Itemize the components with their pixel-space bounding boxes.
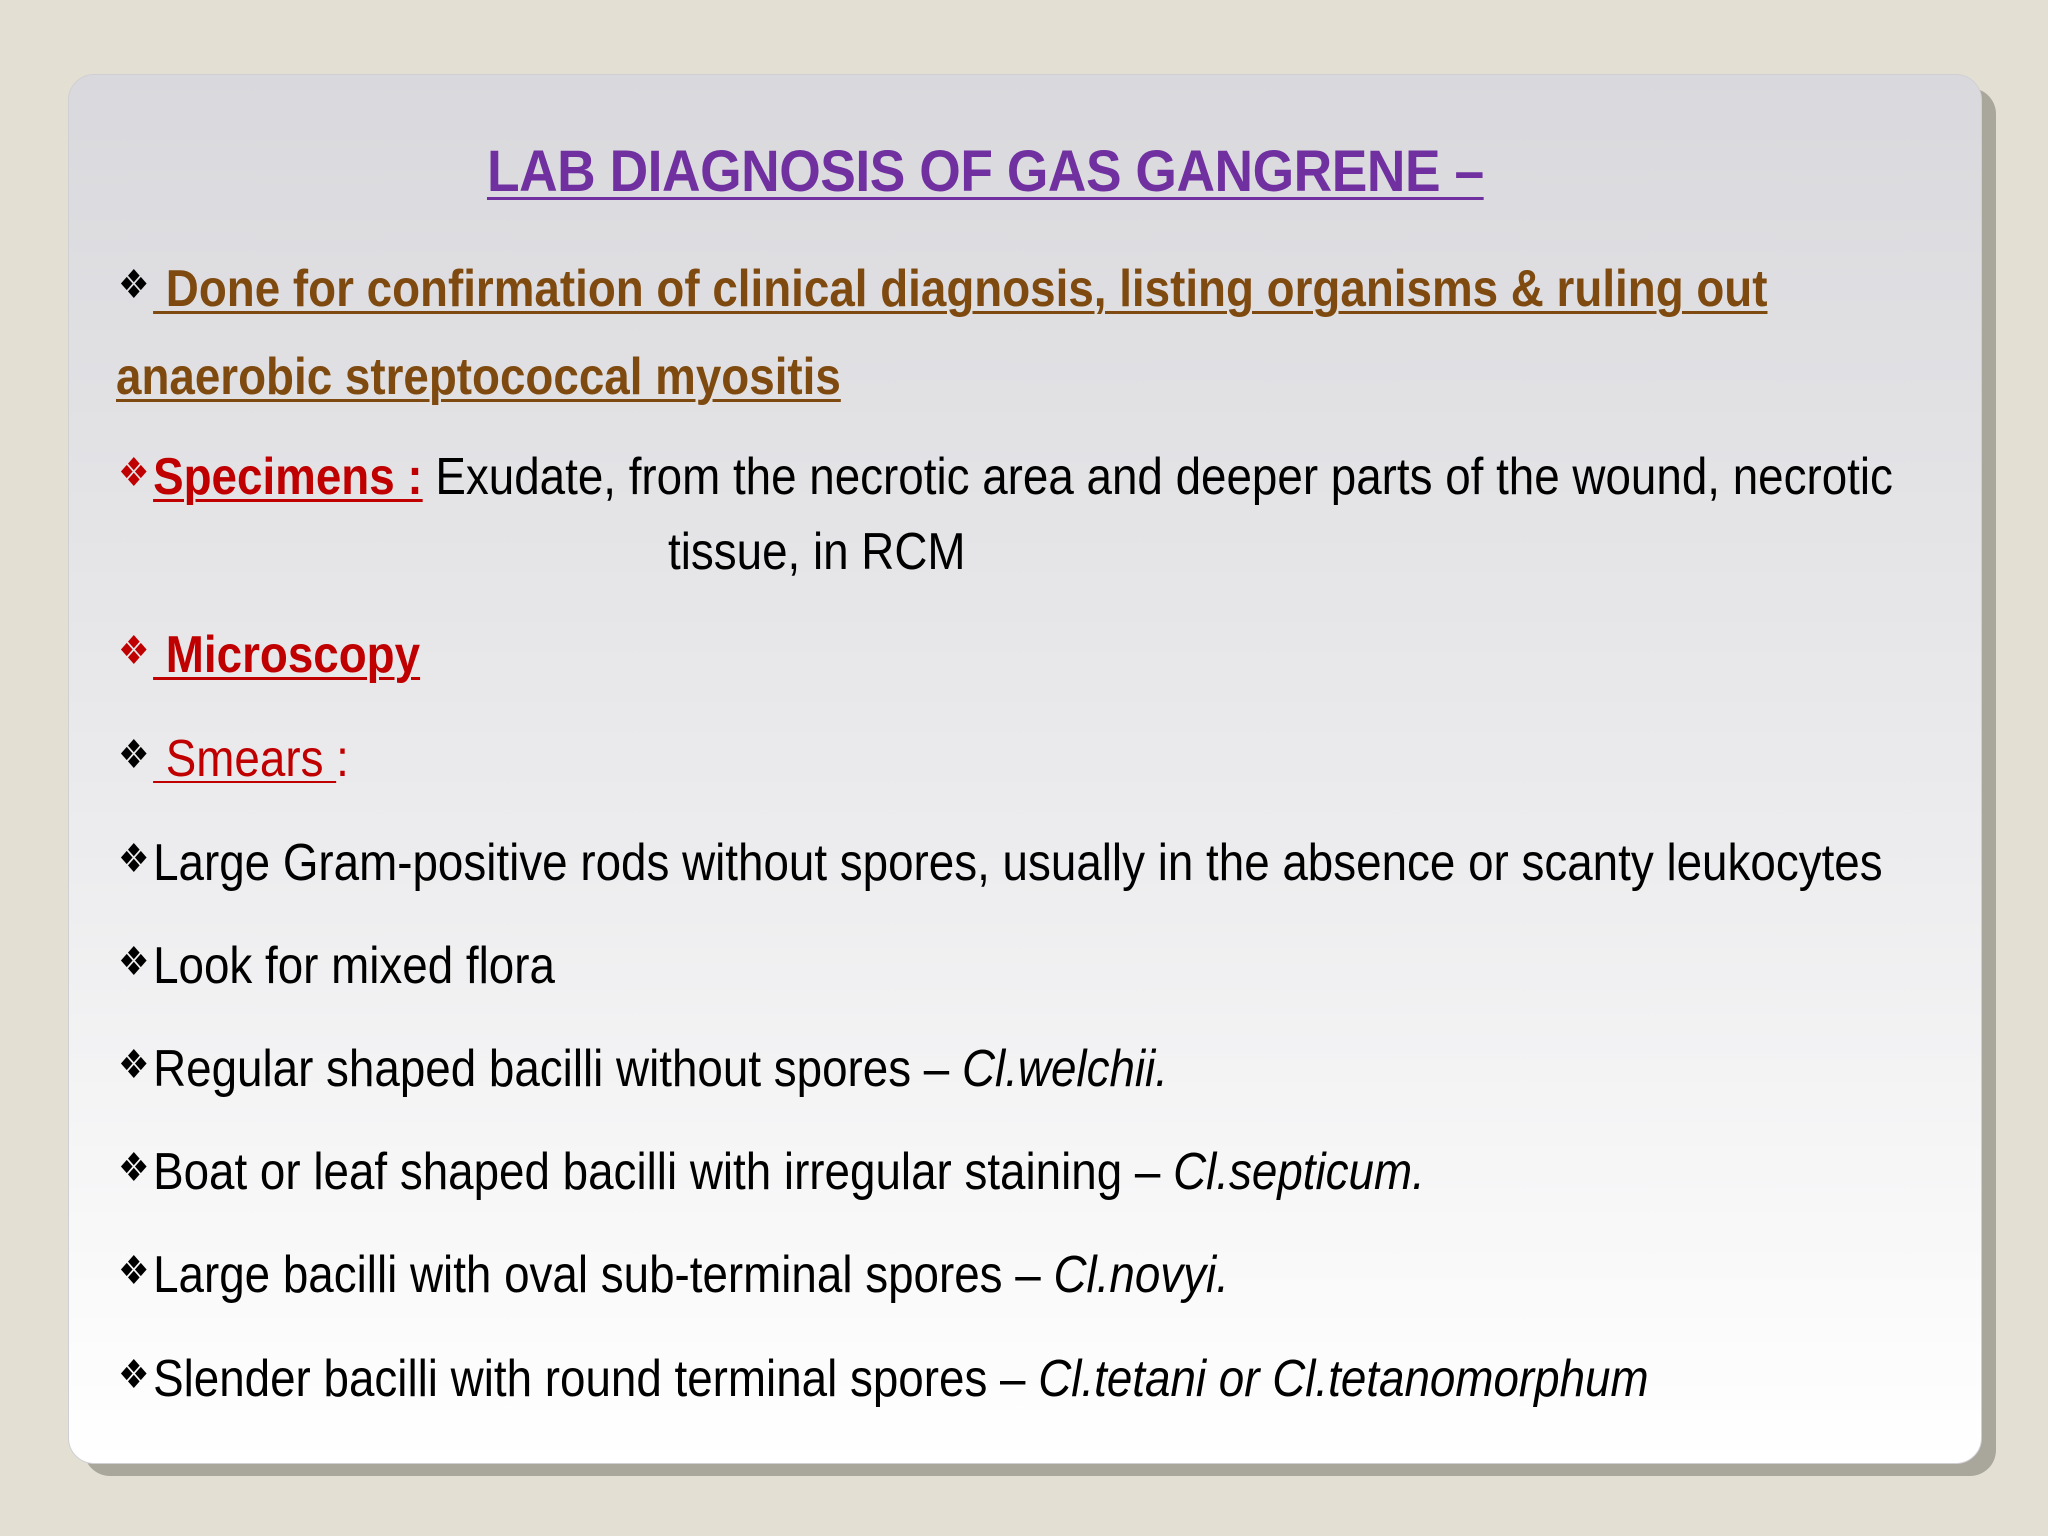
item-text: Large bacilli with oval sub-terminal spores – bbox=[153, 1246, 1054, 1304]
diamond-bullet-icon: ❖ bbox=[118, 940, 150, 984]
diamond-bullet-icon: ❖ bbox=[118, 1146, 150, 1190]
diamond-bullet-icon: ❖ bbox=[118, 1249, 150, 1293]
diamond-bullet-icon: ❖ bbox=[118, 451, 150, 495]
item-species: Cl.septicum. bbox=[1173, 1143, 1425, 1201]
list-item bbox=[118, 1244, 1229, 1306]
microscopy-label: Microscopy bbox=[153, 626, 421, 684]
list-item bbox=[118, 1141, 1425, 1203]
diamond-bullet-icon: ❖ bbox=[118, 1353, 150, 1397]
intro-line-2 bbox=[116, 346, 841, 408]
smears-label: Smears bbox=[153, 730, 337, 788]
specimens-label: Specimens : bbox=[153, 448, 423, 506]
item-text: Regular shaped bacilli without spores – bbox=[153, 1040, 962, 1098]
item-species: Cl.welchii. bbox=[961, 1040, 1168, 1098]
specimens-line-2 bbox=[668, 521, 966, 583]
list-item bbox=[118, 1348, 1649, 1410]
list-item bbox=[118, 935, 555, 997]
intro-text-1: Done for confirmation of clinical diagnosis, listing organisms & ruling out bbox=[153, 260, 1768, 318]
list-item bbox=[118, 1038, 1168, 1100]
item-text: Large Gram-positive rods without spores, usually in the absence or scanty leukocytes bbox=[153, 834, 1883, 892]
diamond-bullet-icon: ❖ bbox=[118, 263, 150, 307]
intro-text-2: anaerobic streptococcal myositis bbox=[116, 348, 841, 406]
item-text: Slender bacilli with round terminal spores – bbox=[153, 1350, 1039, 1408]
diamond-bullet-icon: ❖ bbox=[118, 1043, 150, 1087]
specimens-text-1: Exudate, from the necrotic area and deeper parts of the wound, necrotic bbox=[422, 448, 1893, 506]
item-text: Boat or leaf shaped bacilli with irregular staining – bbox=[153, 1143, 1174, 1201]
item-species: Cl.novyi. bbox=[1053, 1246, 1229, 1304]
item-species: Cl.tetani or Cl.tetanomorphum bbox=[1038, 1350, 1649, 1408]
intro-line-1 bbox=[118, 258, 1768, 320]
microscopy-heading bbox=[118, 624, 420, 686]
diamond-bullet-icon: ❖ bbox=[118, 733, 150, 777]
item-text: Look for mixed flora bbox=[153, 937, 555, 995]
smears-heading bbox=[118, 728, 349, 790]
diamond-bullet-icon: ❖ bbox=[118, 629, 150, 673]
list-item bbox=[118, 832, 1883, 894]
diamond-bullet-icon: ❖ bbox=[118, 837, 150, 881]
slide-title: LAB DIAGNOSIS OF GAS GANGRENE – bbox=[486, 139, 1484, 204]
specimens-text-2: tissue, in RCM bbox=[668, 523, 966, 581]
smears-colon: : bbox=[336, 730, 349, 788]
specimens-line-1 bbox=[118, 446, 1893, 508]
